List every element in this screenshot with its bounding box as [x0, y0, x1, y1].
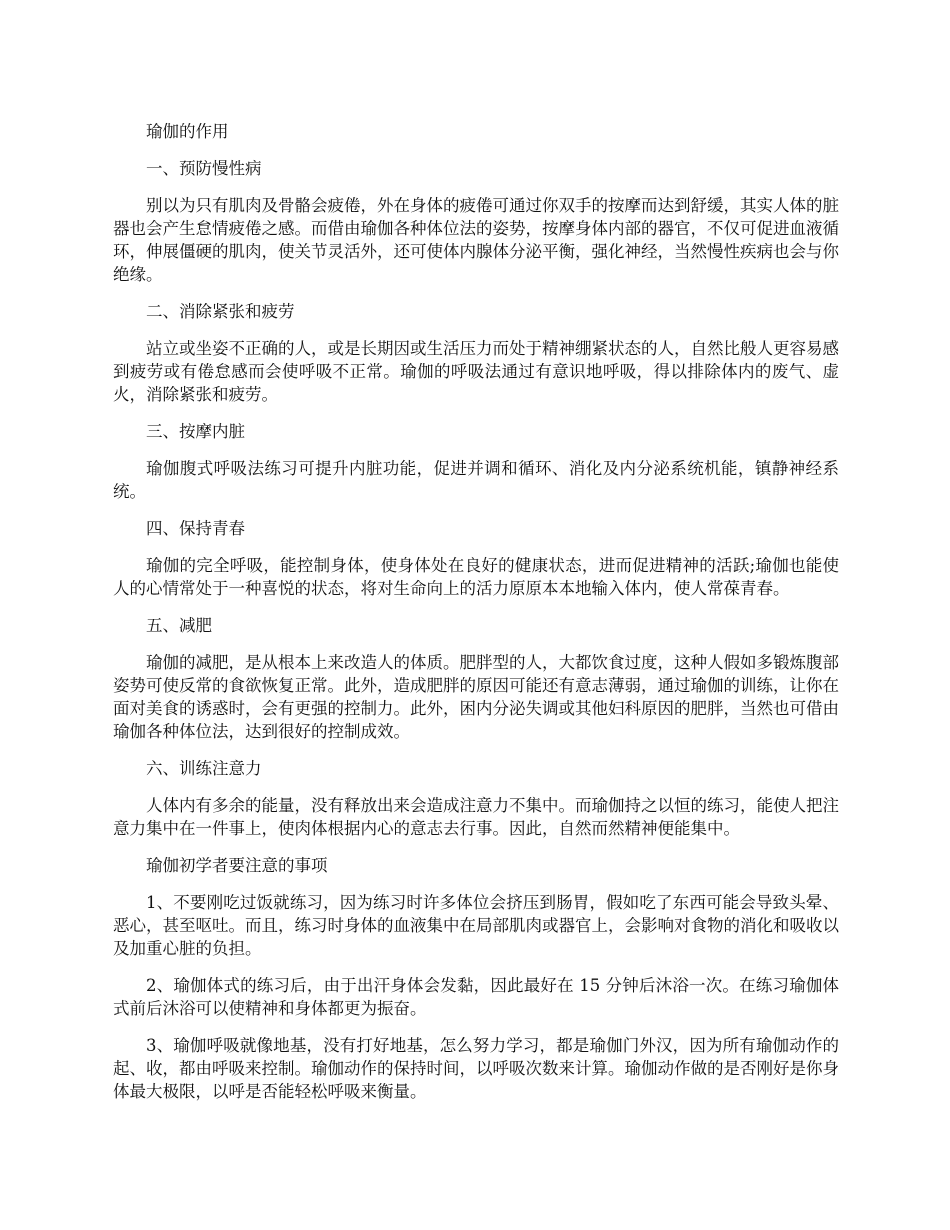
- section-heading-5: 五、减肥: [146, 616, 212, 635]
- section-heading-2: 二、消除紧张和疲劳: [146, 302, 295, 321]
- section-paragraph-6: 人体内有多余的能量，没有释放出来会造成注意力不集中。而瑜伽持之以恒的练习，能使人把注意力集中在一件事上，使肉体根据内心的意志去行事。因此，自然而然精神便能集中。: [113, 796, 839, 838]
- note-paragraph-1: 1、不要刚吃过饭就练习，因为练习时许多体位会挤压到肠胃，假如吃了东西可能会导致头晕、恶心，甚至呕吐。而且，练习时身体的血液集中在局部肌肉或器官上，会影响对食物的消化和吸收以及加重心脏的负担。: [113, 893, 839, 958]
- notes-subtitle: 瑜伽初学者要注意的事项: [146, 856, 328, 875]
- section-paragraph-5: 瑜伽的减肥，是从根本上来改造人的体质。肥胖型的人，大都饮食过度，这种人假如多锻炼腹部姿势可使反常的食欲恢复正常。此外，造成肥胖的原因可能还有意志薄弱，通过瑜伽的训练，让你在面对美食的诱惑时，会有更强的控制力。此外，困内分泌失调或其他妇科原因的肥胖，当然也可借由瑜伽各种体位法，达到很好的控制成效。: [113, 653, 839, 741]
- note-paragraph-3: 3、瑜伽呼吸就像地基，没有打好地基，怎么努力学习，都是瑜伽门外汉，因为所有瑜伽动作的起、收，都由呼吸来控制。瑜伽动作的保持时间，以呼吸次数来计算。瑜伽动作做的是否刚好是你身体最大极限，以呼是否能轻松呼吸来衡量。: [113, 1036, 839, 1101]
- document-page: [113, 120, 839, 1117]
- section-heading-6: 六、训练注意力: [146, 759, 262, 778]
- section-paragraph-2: 站立或坐姿不正确的人，或是长期因或生活压力而处于精神绷紧状态的人，自然比般人更容易感到疲劳或有倦怠感而会使呼吸不正常。瑜伽的呼吸法通过有意识地呼吸，得以排除体内的废气、虚火，消除紧张和疲劳。: [113, 339, 839, 404]
- section-heading-4: 四、保持青春: [146, 519, 245, 538]
- section-paragraph-1: 别以为只有肌肉及骨骼会疲倦，外在身体的疲倦可通过你双手的按摩而达到舒缓，其实人体的脏器也会产生怠情疲倦之感。而借由瑜伽各种体位法的姿势，按摩身体内部的器官，不仅可促进血液循环，伸展僵硬的肌肉，使关节灵活外，还可使体内腺体分泌平衡，强化神经，当然慢性疾病也会与你绝缘。: [113, 196, 839, 284]
- section-heading-3: 三、按摩内脏: [146, 422, 245, 441]
- section-paragraph-4: 瑜伽的完全呼吸，能控制身体，使身体处在良好的健康状态，进而促进精神的活跃;瑜伽也能使人的心情常处于一种喜悦的状态，将对生命向上的活力原原本本地输入体内，使人常葆青春。: [113, 556, 839, 598]
- section-paragraph-3: 瑜伽腹式呼吸法练习可提升内脏功能，促进并调和循环、消化及内分泌系统机能，镇静神经系统。: [113, 459, 839, 501]
- note-paragraph-2: 2、瑜伽体式的练习后，由于出汗身体会发黏，因此最好在 15 分钟后沐浴一次。在练习瑜伽体式前后沐浴可以使精神和身体都更为振奋。: [113, 976, 839, 1018]
- document-title: 瑜伽的作用: [146, 122, 229, 141]
- section-heading-1: 一、预防慢性病: [146, 159, 262, 178]
